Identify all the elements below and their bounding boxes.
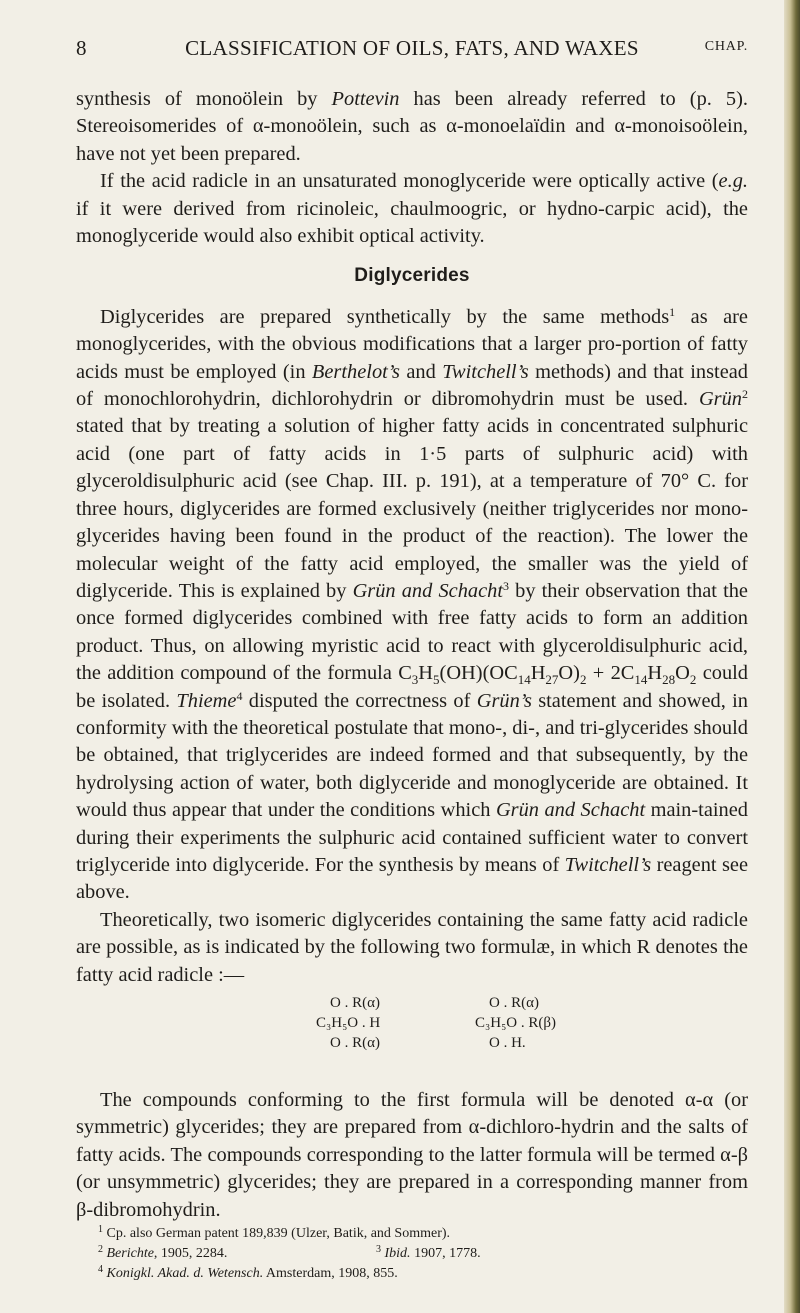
page-edge-shadow: [784, 0, 800, 1313]
body-text: [76, 86, 748, 1224]
paragraph-isomeric-diglycerides: Theoretically, two isomeric diglycerides containing the same fatty acid radicle are possible, as is indicated by the following two formulæ, in which R denotes the fatty acid radicle :—: [76, 908, 748, 986]
running-title: CLASSIFICATION OF OILS, FATS, AND WAXES: [185, 36, 639, 60]
paragraph-monoolein: synthesis of monoölein by Pottevin has been already referred to (p. 5). Stereoisomerides of α-monoölein, such as α-monoelaïdin and α-monoisoölein, have not yet been prepared.: [76, 88, 748, 165]
running-header: [76, 36, 748, 66]
diglyceride-formulas: [76, 993, 748, 1077]
footnote-4: $^4$ Konigkl. Akad. d. Wetensch. Amsterdam, 1908, 855.: [98, 1264, 398, 1281]
section-heading: Diglycerides: [354, 265, 470, 287]
footnote-1: $^1$ Cp. also German patent 189,839 (Ulzer, Batik, and Sommer).: [98, 1224, 451, 1241]
paragraph-diglyceride-preparation: Diglycerides are prepared synthetically by the same methods$^1$ as are monoglycerides, with the obvious modifications that a larger pro-portion of fatty acids must be employed (in Berthelot’s and Twitchell’s methods) and that instead of monochlorohydrin, dichlorohydrin or dibromohydrin must be used. Grün$^2$ stated that by treating a solution of higher fatty acids in concentrated sulphuric acid (one part of fatty acids in 1·5 parts of sulphuric acid) with glyceroldisulphuric acid (see Chap. III. p. 191), at a temperature of 70° C. for three hours, diglycerides are formed exclusively (neither triglycerides nor mono-glycerides having been found in the product of the reaction). The lower the molecular weight of the fatty acid employed, the smaller was the yield of diglyceride. This is explained by Grün and Schacht$^3$ by their observation that the once formed diglycerides combined with free fatty acids to form an addition product. Thus, on allowing myristic acid to react with glyceroldisulphuric acid, the addition compound of the formula $C_3H_5(OH)(OC_{14}H_{27}O)_2 + 2C_{14}H_{28}O_2$ could be isolated. Thieme$^4$ disputed the correctness of Grün’s statement and showed, in conformity with the theoretical postulate that mono-, di-, and tri-glycerides should be obtained, that triglycerides are indeed formed and that subsequently, by the hydrolysing action of water, both diglyceride and monoglyceride are obtained. It would thus appear that under the conditions which Grün and Schacht main-tained during their experiments the sulphuric acid contained sufficient water to convert triglyceride into diglyceride. For the synthesis by means of Twitchell’s reagent see above.: [76, 304, 749, 904]
chapter-label: CHAP.: [704, 39, 748, 54]
page-number: 8: [76, 36, 87, 60]
paragraph-optical-activity: If the acid radicle in an unsaturated monoglyceride were optically active (e.g. if it were derived from ricinoleic, chaulmoogric, or hydno-carpic acid), the monoglyceride would also exhibit optical activity.: [76, 170, 748, 248]
footnote-2-3: $^2$ Berichte, 1905, 2284. $^3$ Ibid. 1907, 1778.: [98, 1244, 481, 1261]
formula-symmetric: O . R(α) C₃H₅O . H O . R(α): [316, 995, 381, 1051]
footnotes: [76, 1224, 748, 1284]
formula-unsymmetric: O . R(α) C₃H₅O . R(β) O . H.: [475, 995, 557, 1051]
paragraph-symmetric-unsymmetric: The compounds conforming to the first formula will be denoted α-α (or symmetric) glycerides; they are prepared from α-dichloro-hydrin and the salts of fatty acids. The compounds corresponding to the latter formula will be termed α-β (or unsymmetric) glycerides; they are prepared in a corresponding manner from β-dibromohydrin.: [76, 1089, 748, 1221]
